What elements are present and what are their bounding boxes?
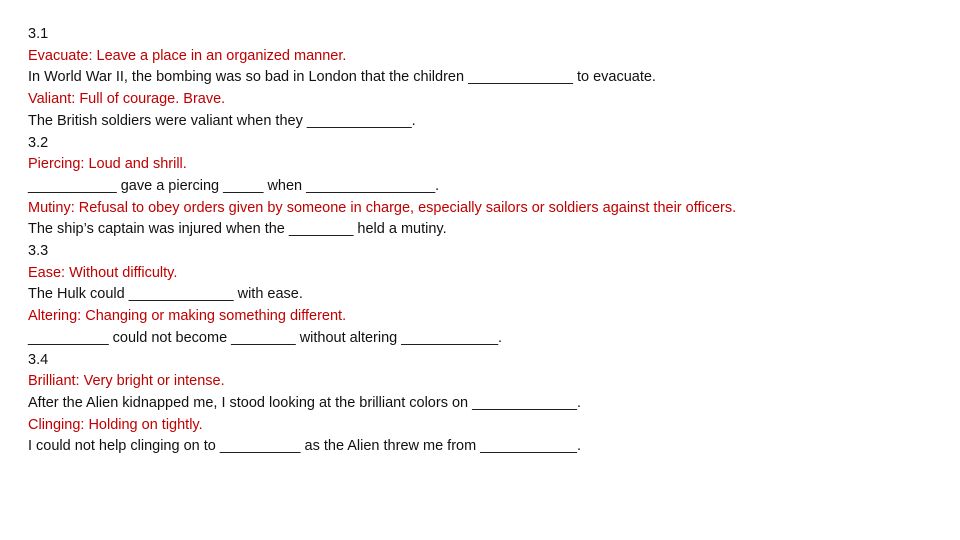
sentence-piercing: ___________ gave a piercing _____ when ________________.: [28, 177, 440, 194]
vocabulary-document: [28, 24, 928, 458]
sentence-evacuate: In World War II, the bombing was so bad in London that the children _____________ to evacuate.: [28, 69, 656, 86]
definition-valiant: Valiant: Full of courage. Brave.: [28, 91, 226, 108]
section-heading-3-2: 3.2: [28, 134, 49, 151]
sentence-altering: __________ could not become ________ without altering ____________.: [28, 329, 503, 346]
definition-ease: Ease: Without difficulty.: [28, 264, 178, 281]
section-heading-3-4: 3.4: [28, 351, 49, 368]
sentence-brilliant: After the Alien kidnapped me, I stood looking at the brilliant colors on _____________.: [28, 394, 581, 411]
section-heading-3-1: 3.1: [28, 26, 49, 42]
definition-brilliant: Brilliant: Very bright or intense.: [28, 373, 225, 390]
sentence-ease: The Hulk could _____________ with ease.: [28, 286, 303, 303]
definition-altering: Altering: Changing or making something different.: [28, 308, 347, 325]
definition-evacuate: Evacuate: Leave a place in an organized manner.: [28, 47, 347, 64]
sentence-valiant: The British soldiers were valiant when they _____________.: [28, 112, 416, 129]
section-heading-3-3: 3.3: [28, 243, 49, 260]
definition-piercing: Piercing: Loud and shrill.: [28, 156, 187, 173]
sentence-mutiny: The ship’s captain was injured when the ________ held a mutiny.: [28, 221, 447, 238]
definition-mutiny: Mutiny: Refusal to obey orders given by someone in charge, especially sailors or soldiers against their officers.: [28, 199, 737, 216]
definition-clinging: Clinging: Holding on tightly.: [28, 416, 203, 433]
sentence-clinging: I could not help clinging on to __________ as the Alien threw me from ____________.: [28, 438, 582, 455]
